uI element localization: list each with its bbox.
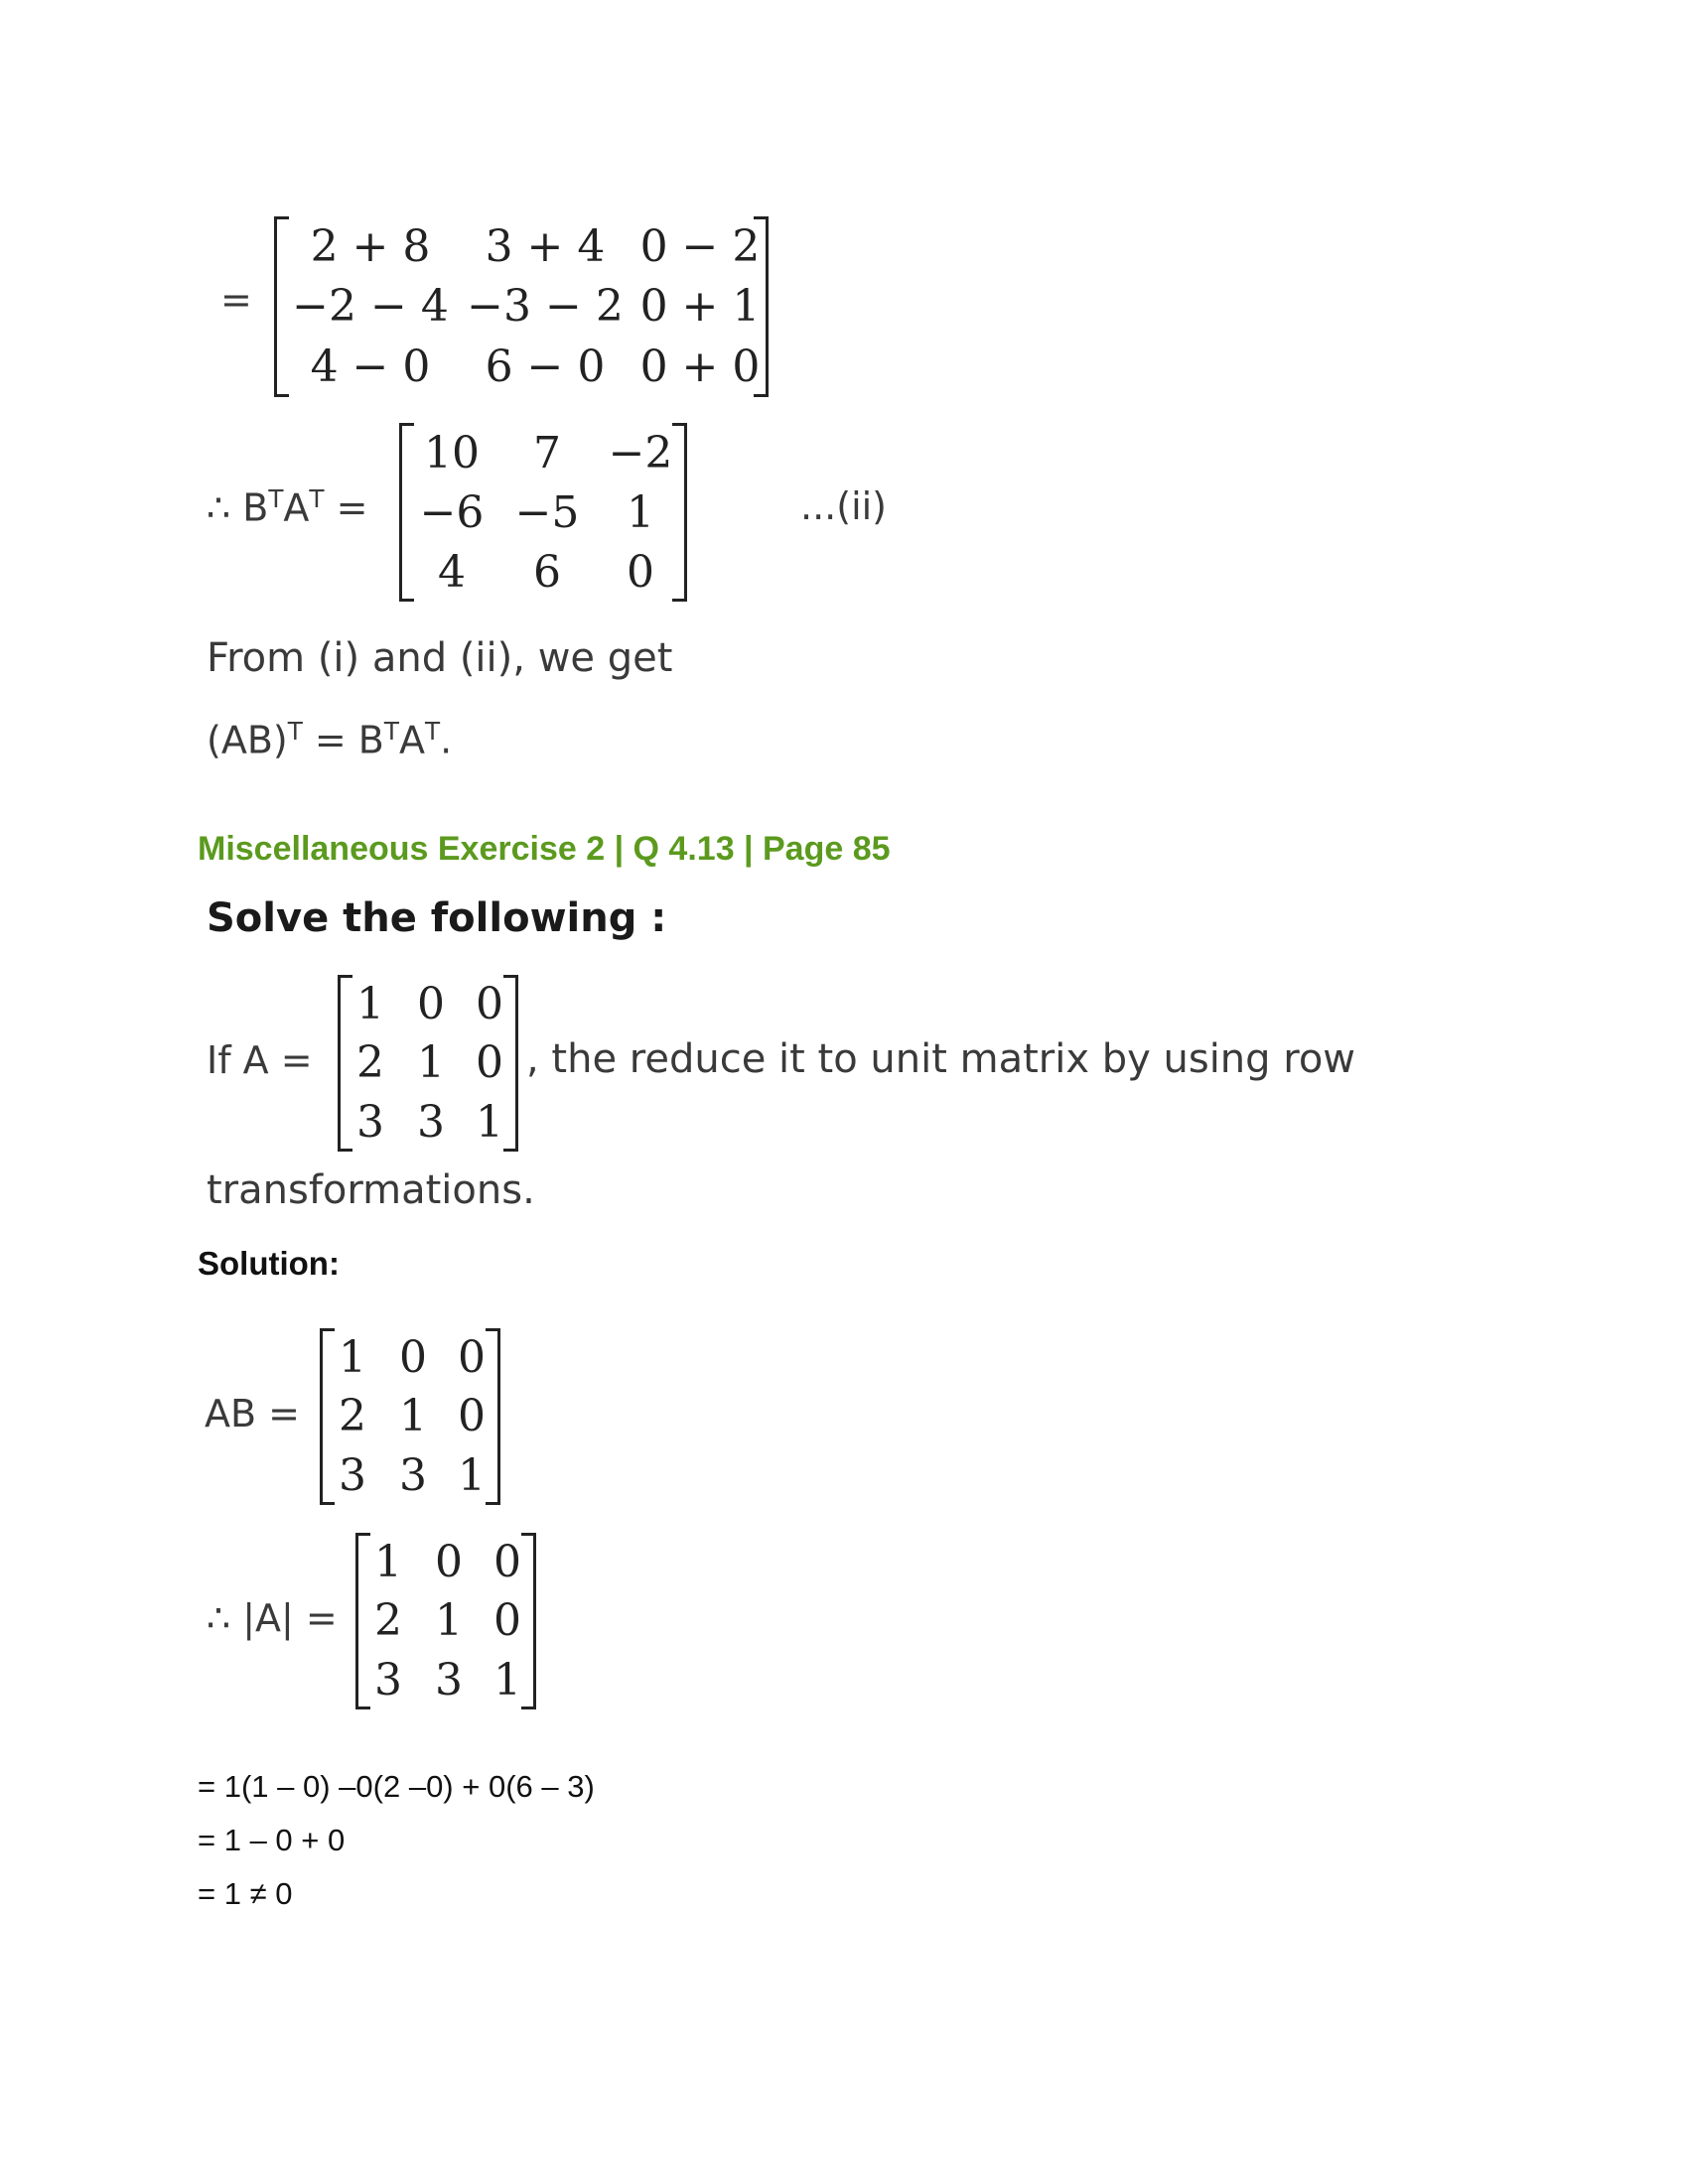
matrix-cell: 0 (399, 1332, 427, 1384)
matrix-cell: −6 (419, 486, 485, 538)
matrix-cell: 1 (458, 1449, 486, 1501)
if-a-label: If A = (207, 1038, 313, 1082)
matrix-cell: 0 (627, 546, 654, 598)
matrix-cell: 7 (533, 427, 561, 478)
matrix-cell: 1 (417, 1037, 445, 1089)
solution-step-1: = 1(1 – 0) –0(2 –0) + 0(6 – 3) (198, 1769, 595, 1804)
block1-equals: = (220, 278, 252, 322)
matrix-cell: 1 (374, 1537, 402, 1588)
matrix-cell: 2 + 8 (310, 220, 431, 272)
matrix-cell: −5 (514, 486, 580, 538)
matrix-cell: 3 (399, 1449, 427, 1501)
matrix-cell: 4 (438, 546, 466, 598)
matrix-cell: −2 − 4 (292, 281, 449, 333)
matrix-cell: 6 (533, 546, 561, 598)
matrix-cell: 1 (356, 979, 384, 1030)
question-matrix (338, 975, 518, 1152)
matrix-cell: 6 − 0 (485, 341, 606, 393)
matrix-cell: −2 (608, 427, 673, 478)
solution-step-2: = 1 – 0 + 0 (198, 1823, 346, 1857)
matrix-cell: 0 (417, 979, 445, 1030)
matrix-cell: 1 (476, 1096, 503, 1148)
solution-label: Solution: (198, 1245, 340, 1282)
matrix-cell: 3 + 4 (485, 220, 606, 272)
exercise-heading: Miscellaneous Exercise 2 | Q 4.13 | Page 85 (198, 830, 891, 868)
matrix-cell: 2 (356, 1037, 384, 1089)
solution-step-3: = 1 ≠ 0 (198, 1876, 293, 1911)
matrix-cell: 10 (424, 427, 480, 478)
matrix-cell: 2 (339, 1391, 366, 1442)
det-matrix (355, 1533, 536, 1709)
matrix-cell: 1 (627, 486, 654, 538)
matrix-cell: 0 (458, 1391, 486, 1442)
matrix-cell: 3 (356, 1096, 384, 1148)
matrix-cell: 0 (493, 1595, 521, 1647)
question-text-line2: transformations. (207, 1167, 535, 1213)
matrix-cell: 0 − 2 (639, 220, 761, 272)
matrix-cell: 0 (476, 1037, 503, 1089)
matrix-cell: 0 (493, 1537, 521, 1588)
matrix-cell: −3 − 2 (467, 281, 624, 333)
bt-at-matrix (399, 423, 687, 602)
matrix-cell: 1 (339, 1332, 366, 1384)
matrix-cell: 1 (399, 1391, 427, 1442)
matrix-cell: 1 (435, 1595, 463, 1647)
block1-matrix (274, 216, 769, 397)
conclusion-equation: $(AB)^T = B^TA^T$. (207, 717, 453, 762)
matrix-cell: 1 (493, 1654, 521, 1706)
matrix-cell: 3 (374, 1654, 402, 1706)
det-label: ∴ |A| = (207, 1596, 338, 1640)
matrix-cell: 0 (476, 979, 503, 1030)
conclusion-line: From (i) and (ii), we get (207, 635, 673, 681)
matrix-cell: 0 + 1 (639, 281, 761, 333)
matrix-cell: 3 (339, 1449, 366, 1501)
question-title: Solve the following : (207, 895, 667, 941)
matrix-cell: 2 (374, 1595, 402, 1647)
matrix-cell: 4 − 0 (310, 341, 431, 393)
equation-tag-ii: ...(ii) (800, 484, 888, 528)
bt-at-label: ∴ $B^TA^T$ = (207, 484, 368, 530)
matrix-cell: 3 (417, 1096, 445, 1148)
matrix-cell: 0 + 0 (639, 341, 761, 393)
ab-matrix (320, 1328, 500, 1505)
matrix-cell: 0 (435, 1537, 463, 1588)
matrix-cell: 3 (435, 1654, 463, 1706)
question-text: , the reduce it to unit matrix by using row (526, 1036, 1356, 1082)
matrix-cell: 0 (458, 1332, 486, 1384)
ab-label: AB = (205, 1392, 300, 1435)
